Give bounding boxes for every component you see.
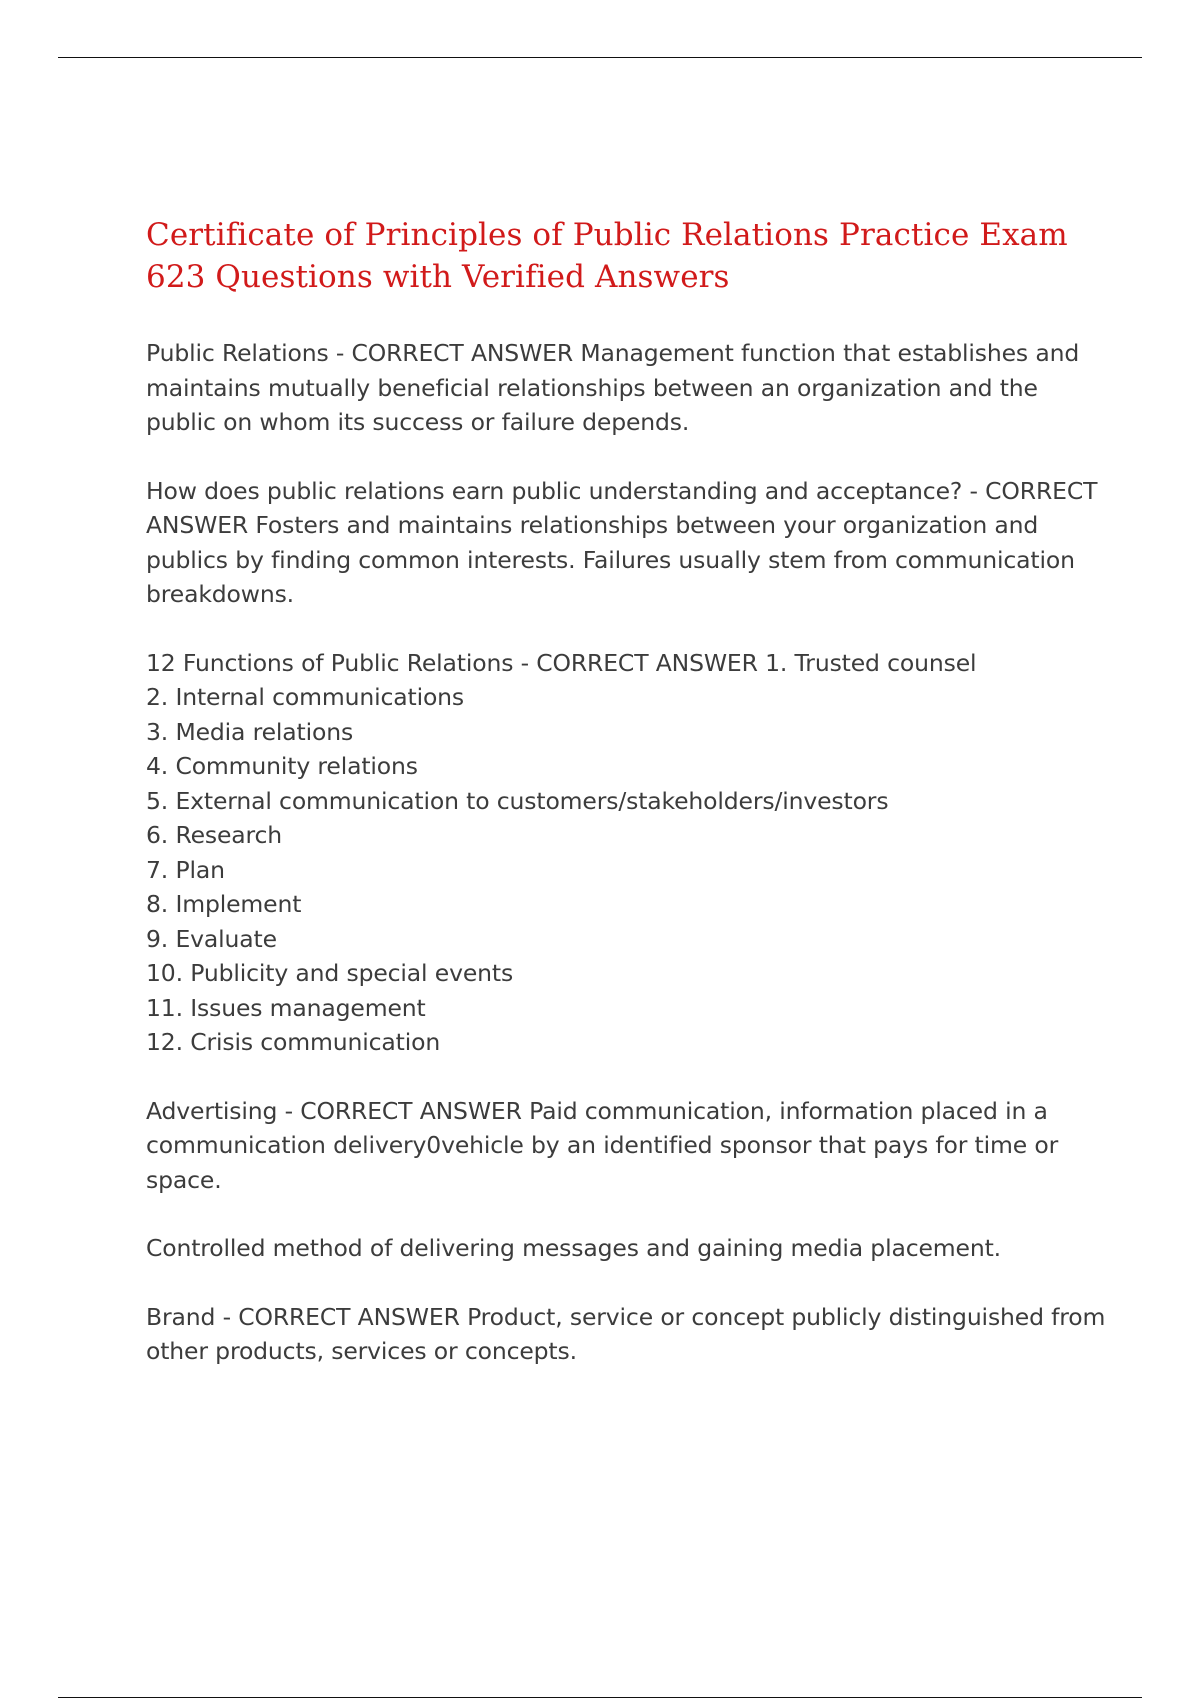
qa-twelve-functions bbox=[146, 646, 1106, 1060]
list-item: 8. Implement bbox=[146, 890, 302, 918]
title-line-1: Certificate of Principles of Public Relations Practice Exam bbox=[146, 217, 1068, 253]
list-item: 6. Research bbox=[146, 821, 283, 849]
qa-public-understanding: How does public relations earn public understanding and acceptance? - CORRECT ANSWER Fosters and maintains relationships between your organization and publics by finding common interests. Failures usually stem from communication breakdowns. bbox=[146, 476, 1098, 608]
list-item: 3. Media relations bbox=[146, 717, 354, 746]
qa-advertising: Advertising - CORRECT ANSWER Paid communication, information placed in a communication delivery0vehicle by an identified sponsor that pays for time or space. bbox=[146, 1096, 1059, 1194]
list-item: 7. Plan bbox=[146, 855, 225, 884]
header-rule bbox=[58, 57, 1142, 58]
list-item: 10. Publicity and special events bbox=[146, 959, 514, 987]
list-item: 5. External communication to customers/stakeholders/investors bbox=[146, 786, 889, 815]
list-item: 11. Issues management bbox=[146, 993, 426, 1022]
list-item: 4. Community relations bbox=[146, 752, 418, 780]
qa-brand: Brand - CORRECT ANSWER Product, service or concept publicly distinguished from other products, services or concepts. bbox=[146, 1302, 1106, 1365]
document-title bbox=[146, 214, 1106, 298]
qa-twelve-functions-question: 12 Functions of Public Relations - CORRECT ANSWER 1. Trusted counsel bbox=[146, 648, 977, 677]
title-line-2: 623 Questions with Verified Answers bbox=[146, 259, 730, 295]
list-item: 12. Crisis communication bbox=[146, 1028, 441, 1056]
qa-public-relations: Public Relations - CORRECT ANSWER Management function that establishes and maintains mutually beneficial relationships between an organization and the public on whom its success or failure depends. bbox=[146, 339, 1080, 436]
list-item: 2. Internal communications bbox=[146, 683, 465, 711]
functions-list bbox=[146, 680, 1106, 1060]
list-item: 9. Evaluate bbox=[146, 924, 277, 953]
document-body bbox=[146, 214, 1106, 1369]
footer-rule bbox=[58, 1697, 1142, 1698]
qa-controlled-method: Controlled method of delivering messages and gaining media placement. bbox=[146, 1234, 1001, 1262]
